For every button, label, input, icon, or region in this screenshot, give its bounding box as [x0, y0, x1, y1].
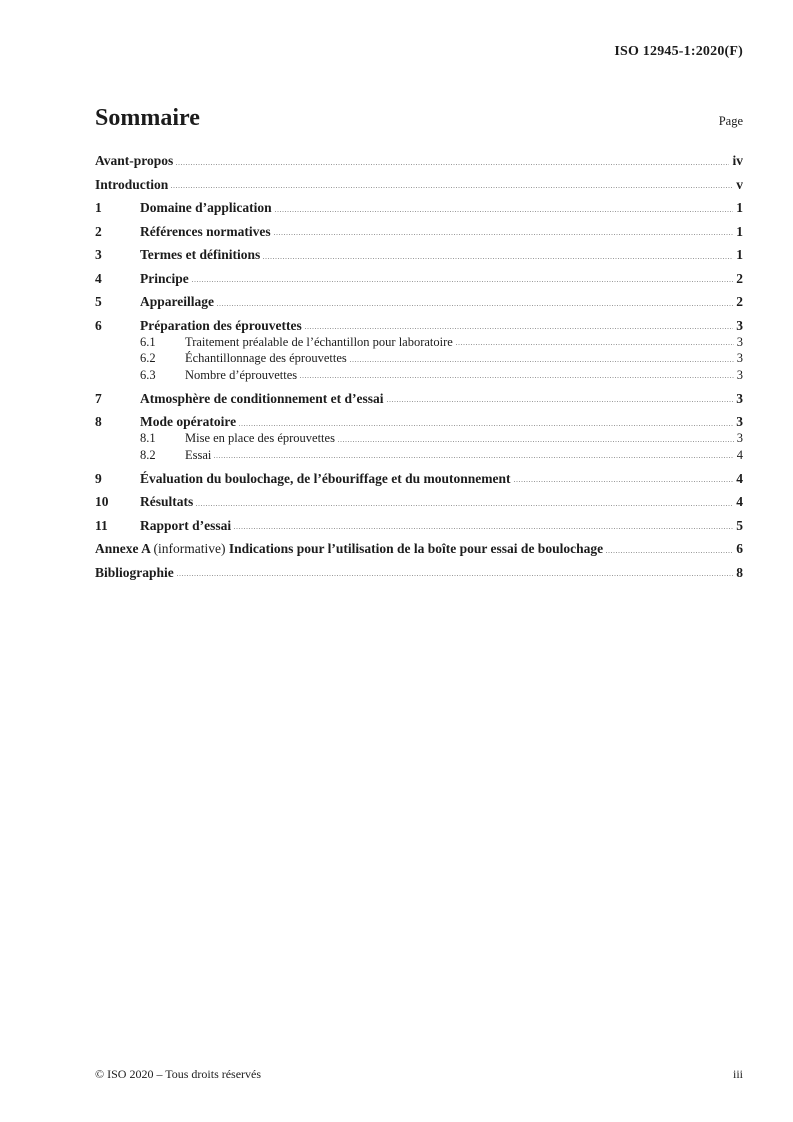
toc-entry-title: Nombre d’éprouvettes: [185, 367, 298, 382]
toc-entry: [95, 270, 743, 287]
dot-leader: [274, 233, 734, 236]
toc-entry-page: 4: [736, 447, 743, 462]
toc-entry-page: v: [736, 176, 743, 192]
toc-entry: [95, 413, 743, 430]
clause-number: 2: [95, 223, 102, 239]
toc-entry-title: Traitement préalable de l’échantillon pour laboratoire: [185, 334, 453, 349]
toc-entry-title: Évaluation du boulochage, de l’ébouriffage et du moutonnement: [140, 470, 511, 486]
dot-leader: [338, 439, 734, 442]
clause-number: 3: [95, 247, 102, 262]
subclause-number: 6.2: [140, 351, 156, 365]
subclause-number: 6.3: [140, 367, 156, 382]
toc-entry: [95, 293, 743, 310]
clause-number: 7: [95, 390, 102, 406]
toc-entry: [95, 152, 743, 169]
toc-entry-title: Références normatives: [140, 223, 271, 239]
toc-entry-page: 3: [736, 390, 743, 406]
toc-entry-page: 8: [736, 564, 743, 580]
toc-entry: [95, 367, 743, 384]
toc-entry: [95, 517, 743, 534]
clause-number: 5: [95, 294, 102, 309]
toc-entry: [95, 447, 743, 464]
toc-entry: [95, 317, 743, 334]
toc-entry-page: iv: [732, 153, 743, 168]
toc-header-row: [95, 104, 743, 132]
clause-number: 10: [95, 494, 109, 509]
toc-entry: [95, 246, 743, 263]
dot-leader: [514, 480, 734, 483]
dot-leader: [234, 527, 733, 530]
dot-leader: [171, 186, 733, 189]
clause-number: 1: [95, 200, 102, 215]
dot-leader: [350, 359, 734, 362]
toc-entry-page: 3: [736, 351, 743, 365]
dot-leader: [456, 343, 734, 346]
toc-entry: [95, 334, 743, 351]
toc-entry: [95, 493, 743, 510]
clause-number: 11: [95, 517, 108, 533]
toc-entry: [95, 430, 743, 447]
toc-entry: [95, 176, 743, 193]
toc-entry: [95, 540, 743, 557]
folio-page-number: iii: [732, 1067, 743, 1081]
clause-number: 9: [95, 470, 102, 486]
clause-number: 4: [95, 270, 102, 286]
dot-leader: [176, 162, 729, 165]
toc-entry-page: 4: [736, 494, 743, 509]
dot-leader: [305, 327, 734, 330]
toc-entry-title: Appareillage: [140, 294, 214, 309]
toc-entry: [95, 223, 743, 240]
toc-entry-title: Annexe A (informative) Indications pour l’utilisation de la boîte pour essai de boulochage: [95, 541, 604, 556]
toc-entry-title: Mode opératoire: [140, 414, 237, 429]
toc-entry-title: Essai: [185, 447, 212, 462]
toc-entry: [95, 199, 743, 216]
toc-entry-title: Échantillonnage des éprouvettes: [185, 351, 347, 365]
dot-leader: [239, 423, 733, 426]
toc-entry-title: Mise en place des éprouvettes: [185, 431, 335, 445]
toc-entry: [95, 390, 743, 407]
clause-number: 6: [95, 317, 102, 333]
toc-entry-title: Résultats: [140, 494, 194, 509]
dot-leader: [214, 456, 733, 459]
toc-entry-title: Atmosphère de conditionnement et d’essai: [140, 390, 384, 406]
toc-entry-page: 3: [736, 334, 743, 349]
toc-entry-page: 3: [736, 414, 743, 429]
toc-entry-page: 4: [736, 470, 743, 486]
dot-leader: [177, 574, 733, 577]
toc-entry-title: Préparation des éprouvettes: [140, 317, 302, 333]
toc-entry-page: 1: [736, 200, 743, 215]
copyright-notice: © ISO 2020 – Tous droits réservés: [95, 1067, 262, 1081]
clause-number: 8: [95, 414, 102, 429]
toc-entry: [95, 470, 743, 487]
toc-entry-page: 2: [736, 270, 743, 286]
toc-entry-title: Rapport d’essai: [140, 517, 232, 533]
toc-entry-page: 3: [736, 367, 743, 382]
subclause-number: 6.1: [140, 334, 156, 349]
toc-entry-title: Termes et définitions: [140, 247, 261, 262]
dot-leader: [196, 503, 733, 506]
toc-entry-page: 6: [736, 541, 743, 556]
toc-entry-page: 5: [736, 517, 743, 533]
dot-leader: [606, 550, 733, 553]
toc-entry-title: Bibliographie: [95, 564, 174, 580]
dot-leader: [192, 280, 734, 283]
toc-entry-page: 1: [736, 223, 743, 239]
toc-entry: [95, 564, 743, 581]
toc-list: [95, 152, 743, 581]
toc-entry-title: Introduction: [95, 176, 169, 192]
dot-leader: [263, 256, 733, 259]
toc-entry-page: 1: [736, 247, 743, 262]
toc-entry-page: 3: [736, 317, 743, 333]
doc-reference: ISO 12945-1:2020(F): [614, 44, 743, 59]
toc-entry-page: 2: [736, 294, 743, 309]
dot-leader: [217, 303, 733, 306]
subclause-number: 8.2: [140, 447, 156, 462]
page-column-label: Page: [718, 114, 743, 128]
toc-entry-page: 3: [736, 431, 743, 445]
dot-leader: [275, 209, 734, 212]
subclause-number: 8.1: [140, 431, 156, 445]
dot-leader: [387, 400, 734, 403]
toc-entry-title: Domaine d’application: [140, 200, 272, 215]
toc-entry-title: Principe: [140, 270, 189, 286]
toc-entry-title: Avant-propos: [95, 153, 174, 168]
toc-title: Sommaire: [95, 105, 200, 131]
dot-leader: [300, 376, 734, 379]
toc-entry: [95, 350, 743, 367]
page-footer: [95, 1067, 743, 1082]
